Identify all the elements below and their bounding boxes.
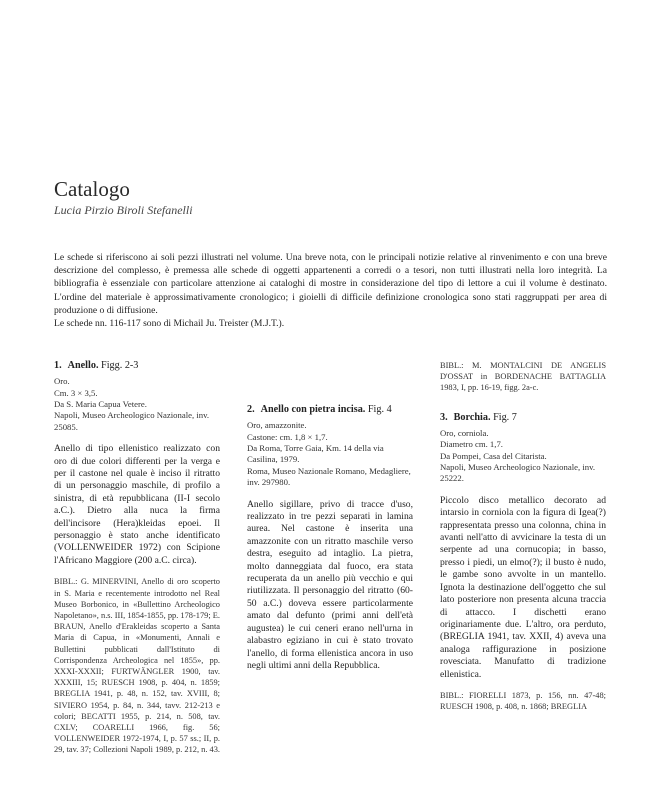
meta-material: Oro, corniola. [440,427,489,438]
catalog-entry-3 [440,412,606,713]
entry-description: Piccolo disco metallico decorato ad intarsio in corniola con la figura di Igea(?) rappresentata presso una colonna, china in avanti nell'atto di avvicinare la testa di un serpente ad una cornucopia; in basso, presso i piedi, un elmo(?); il busto è nudo, le gambe sono avvolte in un mantello. Ignota la destinazione dell'oggetto che sul lato posteriore non presenta alcuna traccia di attacco. I dischetti erano originariamente due. L'altro, ora perduto, (BREGLIA 1941, tav. XXII, 4) aveva una analoga raffigurazione in posizione rovesciata. Manufatto di tradizione ellenistica. [440,494,606,680]
meta-provenance: Da Roma, Torre Gaia, Km. 14 della via Casilina, 1979. [247,443,384,465]
intro-paragraph: Le schede si riferiscono ai soli pezzi illustrati nel volume. Una breve nota, con le principali notizie relative al rinvenimento e con una breve descrizione del complesso, è premessa alle schede di oggetti appartenenti a corredi o a tesori, non tutti illustrati nella loro integrità. La bibliografia è essenziale con particolare attenzione ai cataloghi di mostre in considerazione del tipo di lettore a cui il volume è destinato. L'ordine del materiale è approssimativamente cronologico; i gioielli di difficile definizione cronologica sono stati raggruppati per area di produzione o di diffusione. [54,252,607,316]
column-1 [54,360,220,756]
intro-note: Le schede nn. 116-117 sono di Michail Ju. Treister (M.J.T.). [54,318,285,330]
meta-location: Napoli, Museo Archeologico Nazionale, inv. 25222. [440,462,596,484]
entry-heading [247,404,413,416]
entry-name: Anello. [67,360,99,371]
entry-number: 1. [54,360,62,371]
page-title: Catalogo [54,177,130,201]
column-2 [247,360,413,681]
author-name: Lucia Pirzio Biroli Stefanelli [54,203,193,217]
meta-material: Oro, amazzonite. [247,420,307,431]
entry-meta [440,428,606,485]
entry-figs: Fig. 7 [493,411,517,423]
entry-number: 3. [440,411,448,423]
entry-bibliography: BIBL.: M. MONTALCINI DE ANGELIS D'OSSAT in BORDENACHE BATTAGLIA 1983, I, pp. 16-19, figg. 2a-c. [440,361,606,393]
entry-number: 2. [247,404,255,415]
entry-name: Anello con pietra incisa. [260,404,366,415]
meta-location: Roma, Museo Nazionale Romano, Medagliere, inv. 297980. [247,465,411,488]
entry-bibliography: BIBL.: G. MINERVINI, Anello di oro scoperto in S. Maria e recentemente introdotto nel Real Museo Borbonico, in «Bullettino Archeologico Napoletano», n.s. III, 1854-1855, pp. 178-179; E. BRAUN, Anello d'Erakleidas scoperto a Santa Maria di Capua, in «Monumenti, Annali e Bullettini pubblicati dall'Istituto di Corrispondenza Archeologica nel 1855», pp. XXXI-XXXII; FURTWÄNGLER 1900, tav. XXXIII, 15; RUESCH 1908, p. 404, n. 1859; BREGLIA 1941, p. 48, n. 152, tav. XVIII, 8; SIVIERO 1954, p. 84, n. 344, tavv. 212-213 e colori; BECATTI 1955, p. 214, n. 508, tav. CXLV; COARELLI 1966, fig. 56; VOLLENWEIDER 1972-1974, I, p. 57 ss.; II, p. 29, tav. 37; Collezioni Napoli 1989, p. 212, n. 43. [54,577,221,755]
entry-figs: Figg. 2-3 [101,360,139,371]
entry-meta [247,420,413,488]
entry-heading [54,360,220,372]
entry-bibliography: BIBL.: FIORELLI 1873, p. 156, nn. 47-48; RUESCH 1908, p. 408, n. 1868; BREGLIA [440,690,606,712]
meta-dimensions: Cm. 3 × 3,5. [54,387,98,398]
column-3 [440,360,606,712]
introduction [54,251,607,330]
entry-heading [440,412,606,424]
meta-dimensions: Diametro cm. 1,7. [440,439,503,450]
meta-provenance: Da Pompei, Casa del Citarista. [440,450,547,461]
catalog-entry-1 [54,360,220,756]
meta-dimensions: Castone: cm. 1,8 × 1,7. [247,431,328,442]
entry-name: Borchia. [453,411,491,423]
meta-provenance: Da S. Maria Capua Vetere. [54,399,147,410]
entry-meta [54,376,220,433]
entry-description: Anello sigillare, privo di tracce d'uso, realizzato in tre pezzi separati in lamina aurea. Nel castone è inserita una amazzonite con un ritratto maschile verso destra, eseguito ad intaglio. La pietra, molto danneggiata dal fuoco, era stata recuperata da un anello più vecchio e qui riutilizzata. Il personaggio del ritratto (60-50 a.C.) doveva essere particolarmente amato dal defunto (primi anni dell'età augustea) le cui ceneri erano nell'urna in alabastro egiziano in cui è stato trovato l'anello, di forma ellenistica ancora in uso negli ultimi anni della Repubblica. [247,498,413,671]
meta-location: Napoli, Museo Archeologico Nazionale, inv. 25085. [54,410,210,432]
meta-material: Oro. [54,376,70,387]
entry-figs: Fig. 4 [367,404,392,415]
catalog-entry-2 [247,404,413,672]
entry-description: Anello di tipo ellenistico realizzato con oro di due colori differenti per la verga e per il castone nel quale è inciso il ritratto di un personaggio maschile, di profilo a sinistra, di età repubblicana (II-I secolo a.C.). Dietro alla nuca la firma dell'incisore (Hera)kleidas epoei. Il personaggio è stato anche identificato (VOLLENWEIDER 1972) con Scipione l'Africano Maggiore (200 a.C. circa). [54,443,220,566]
